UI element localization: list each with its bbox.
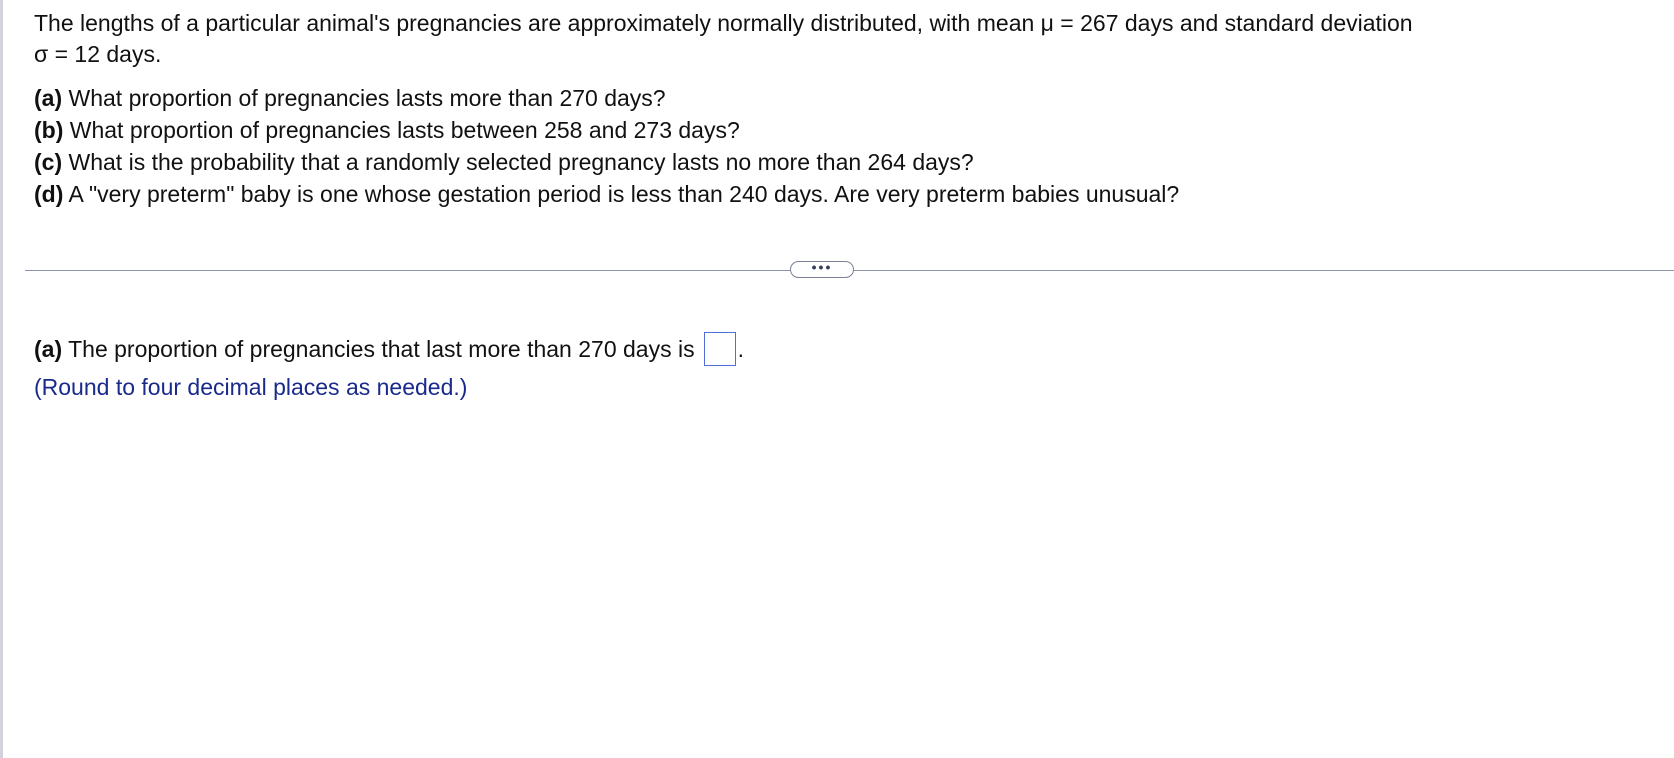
question-stem-line-2: σ = 12 days.: [34, 41, 162, 67]
more-dots-icon: •••: [811, 259, 833, 275]
rounding-hint: (Round to four decimal places as needed.): [34, 374, 468, 400]
answer-input[interactable]: [704, 332, 736, 366]
question-part-b: [34, 114, 1654, 146]
question-stem-line-1: The lengths of a particular animal's pregnancies are approximately normally distributed, with mean μ = 267 days and standard deviation: [34, 10, 1413, 36]
part-d-tag: (d): [34, 181, 64, 207]
part-c-text: What is the probability that a randomly selected pregnancy lasts no more than 264 days?: [62, 149, 974, 175]
part-d-text: A "very preterm" baby is one whose gestation period is less than 240 days. Are very preterm babies unusual?: [63, 181, 1180, 207]
answer-tag: (a): [34, 336, 63, 362]
expand-more-button[interactable]: [790, 261, 854, 278]
part-b-text: What proportion of pregnancies lasts between 258 and 273 days?: [63, 117, 740, 143]
question-part-c: [34, 146, 1654, 178]
part-a-text: What proportion of pregnancies lasts more than 270 days?: [62, 85, 666, 111]
question-parts: [34, 82, 1654, 210]
question-text: [34, 8, 1654, 210]
part-b-tag: (b): [34, 117, 64, 143]
part-c-tag: (c): [34, 149, 63, 175]
answer-period: .: [737, 336, 744, 362]
answer-line: [34, 332, 744, 366]
question-part-d: [34, 178, 1654, 210]
answer-section: [34, 332, 744, 404]
answer-prompt: The proportion of pregnancies that last more than 270 days is: [62, 336, 695, 362]
part-a-tag: (a): [34, 85, 63, 111]
question-part-a: [34, 82, 1654, 114]
